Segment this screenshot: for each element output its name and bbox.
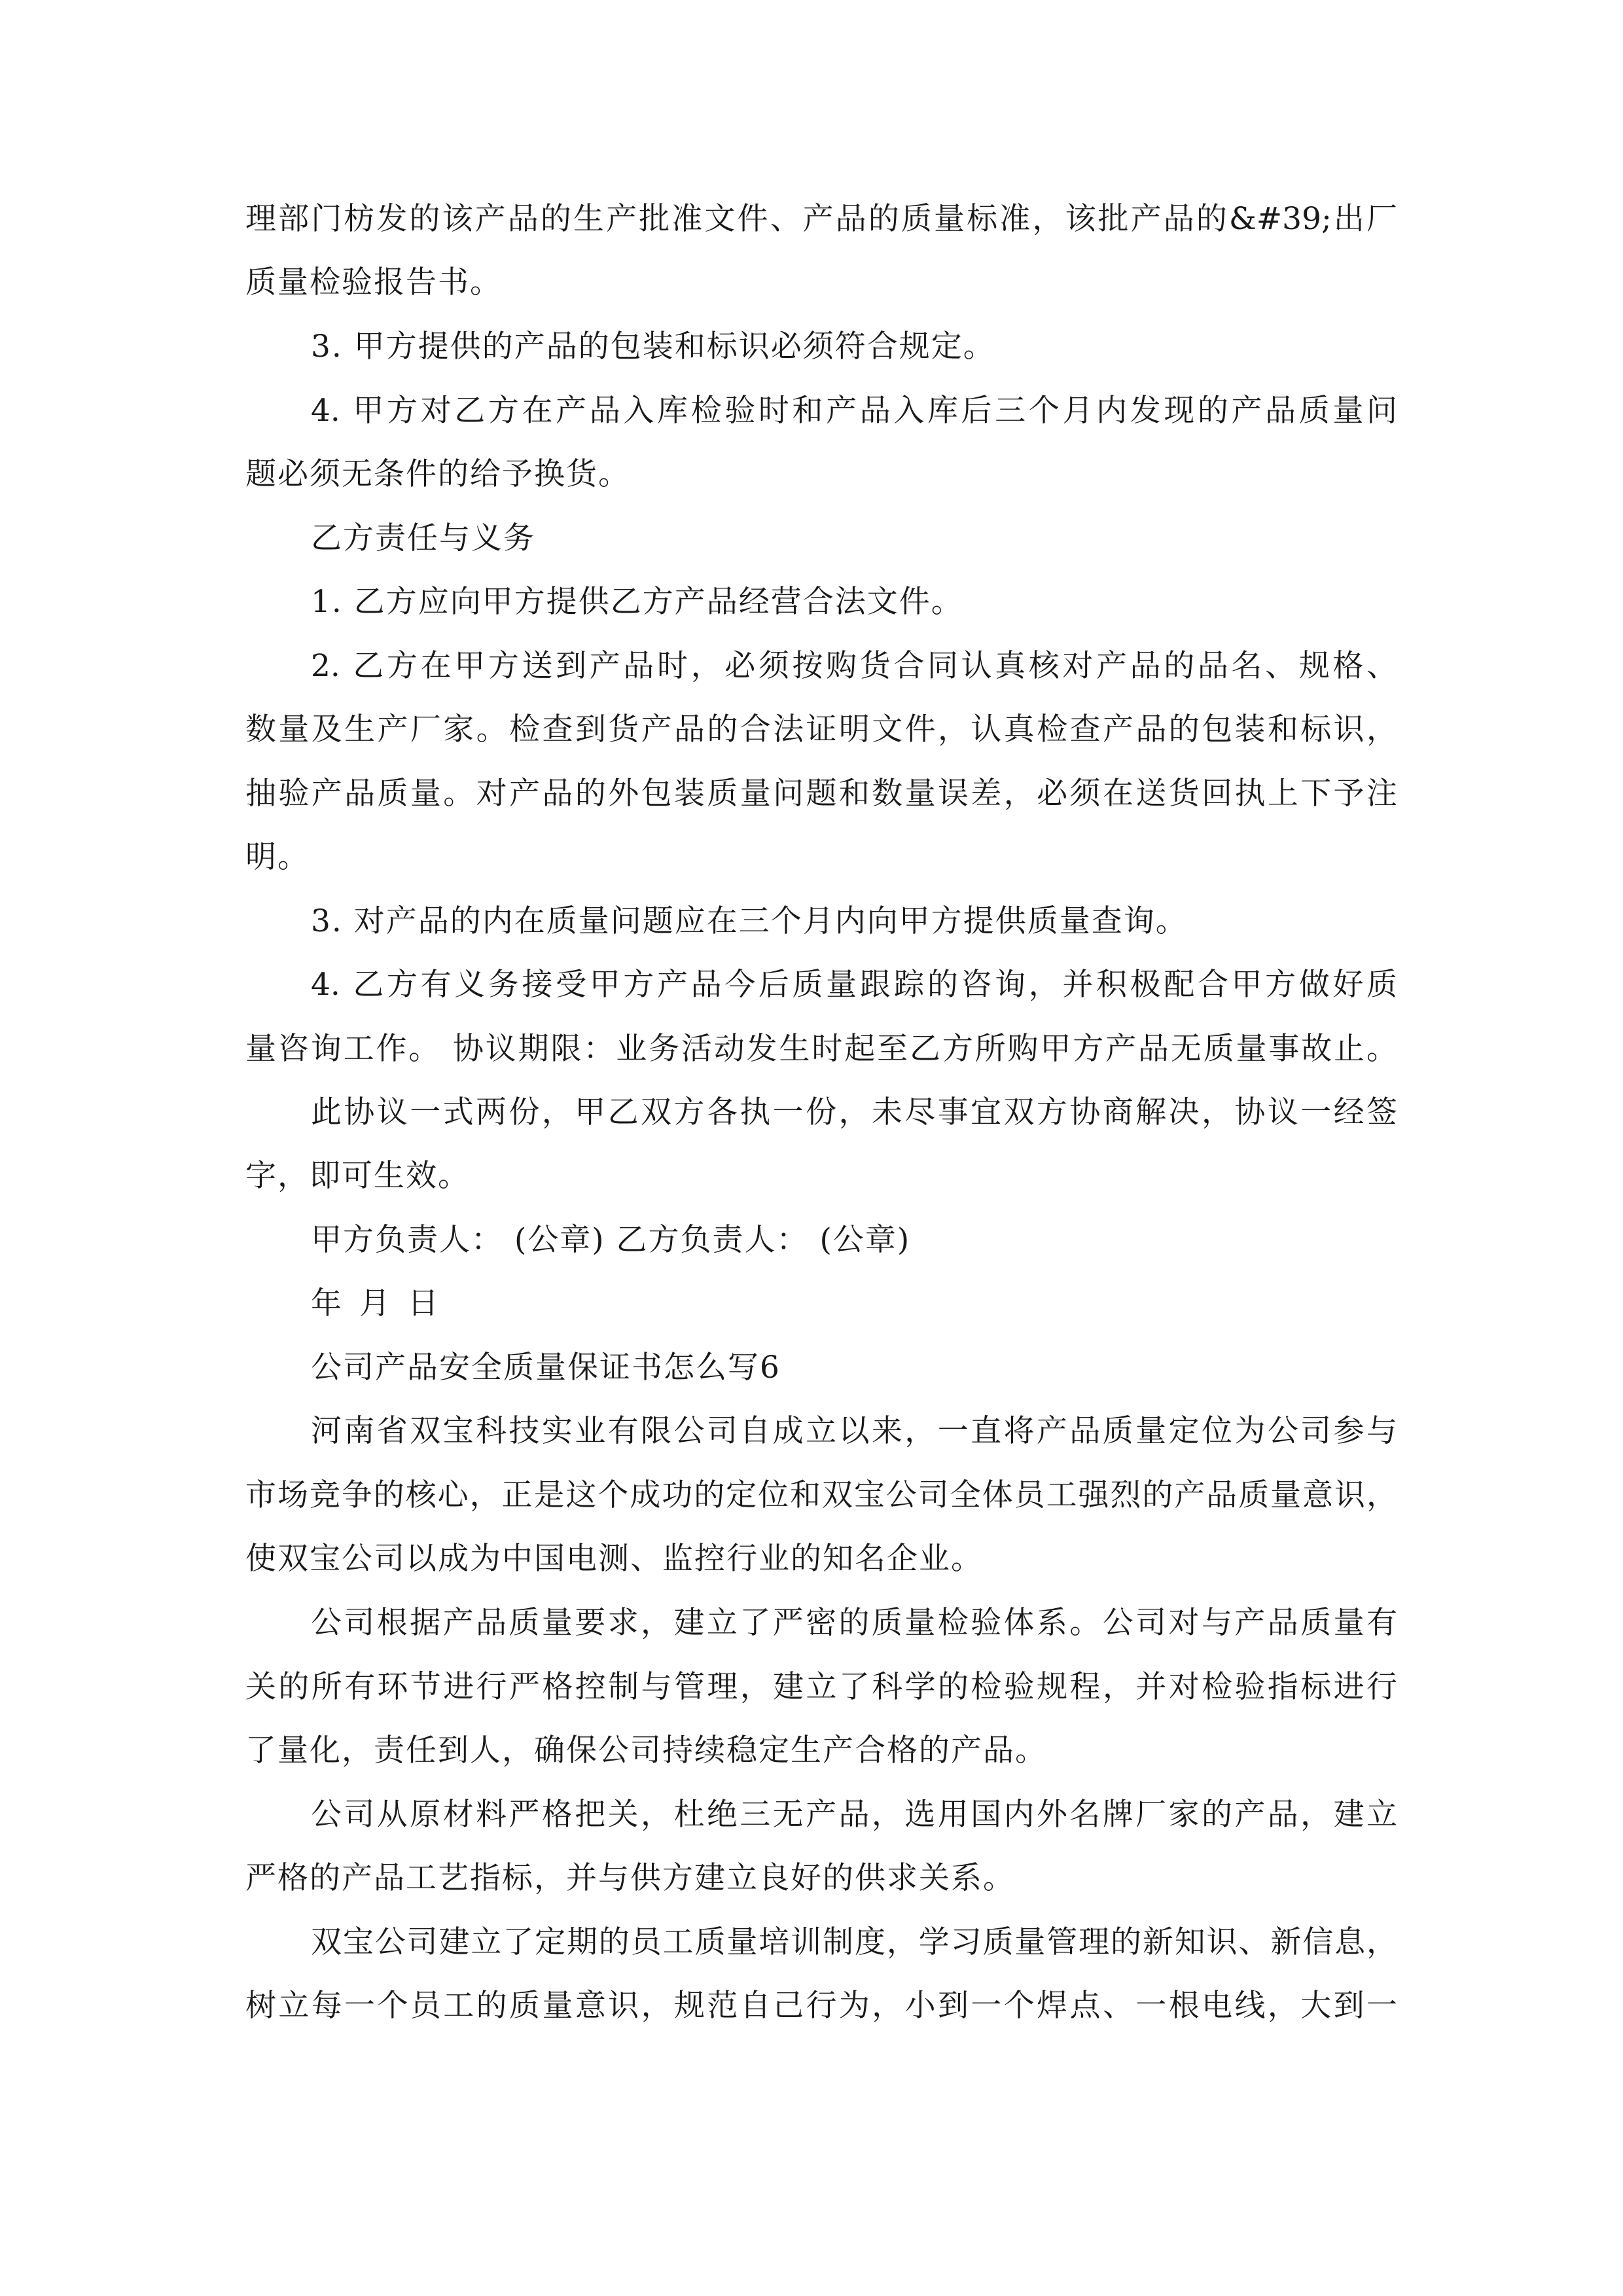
text-line: 使双宝公司以成为中国电测、监控行业的知名企业。 — [245, 1541, 983, 1577]
text-line: 4. 甲方对乙方在产品入库检验时和产品入库后三个月内发现的产品质量问 — [311, 393, 1397, 429]
text-line: 2. 乙方在甲方送到产品时，必须按购货合同认真核对产品的品名、规格、 — [311, 648, 1397, 684]
text-line: 了量化，责任到人，确保公司持续稳定生产合格的产品。 — [245, 1732, 1047, 1768]
text-line: 理部门枋发的该产品的生产批准文件、产品的质量标准，该批产品的&#39;出厂 — [245, 201, 1397, 237]
text-line: 关的所有环节进行严格控制与管理，建立了科学的检验规程，并对检验指标进行 — [245, 1669, 1397, 1705]
text-line: 题必须无条件的给予换货。 — [245, 456, 630, 492]
date-line: 年 月 日 — [311, 1285, 442, 1321]
text-line: 此协议一式两份，甲乙双方各执一份，未尽事宜双方协商解决，协议一经签 — [311, 1094, 1397, 1130]
text-line: 市场竞争的核心，正是这个成功的定位和双宝公司全体员工强烈的产品质量意识， — [245, 1477, 1397, 1513]
signature-line: 甲方负责人： (公章) 乙方负责人： (公章) — [311, 1222, 911, 1258]
text-line: 明。 — [245, 839, 310, 875]
text-line: 质量检验报告书。 — [245, 264, 502, 300]
text-line: 字，即可生效。 — [245, 1158, 470, 1194]
text-line: 河南省双宝科技实业有限公司自成立以来，一直将产品质量定位为公司参与 — [311, 1413, 1397, 1449]
text-line: 4. 乙方有义务接受甲方产品今后质量跟踪的咨询，并积极配合甲方做好质 — [311, 967, 1397, 1003]
text-line: 严格的产品工艺指标，并与供方建立良好的供求关系。 — [245, 1860, 1015, 1896]
text-line: 量咨询工作。 协议期限：业务活动发生时起至乙方所购甲方产品无质量事故止。 — [245, 1031, 1397, 1067]
text-line: 3. 对产品的内在质量问题应在三个月内向甲方提供质量查询。 — [311, 903, 1188, 939]
text-line: 1. 乙方应向甲方提供乙方产品经营合法文件。 — [311, 584, 963, 620]
text-line: 3. 甲方提供的产品的包装和标识必须符合规定。 — [311, 329, 995, 365]
text-line: 抽验产品质量。对产品的外包装质量问题和数量误差，必须在送货回执上下予注 — [245, 776, 1397, 812]
section-heading: 乙方责任与义务 — [311, 520, 535, 556]
section-title: 公司产品安全质量保证书怎么写6 — [311, 1350, 781, 1386]
text-line: 公司根据产品质量要求，建立了严密的质量检验体系。公司对与产品质量有 — [311, 1605, 1397, 1641]
text-line: 数量及生产厂家。检查到货产品的合法证明文件，认真检查产品的包装和标识， — [245, 711, 1397, 747]
text-line: 公司从原材料严格把关，杜绝三无产品，选用国内外名牌厂家的产品，建立 — [311, 1797, 1397, 1833]
text-line: 双宝公司建立了定期的员工质量培训制度，学习质量管理的新知识、新信息， — [311, 1924, 1397, 1960]
text-line: 树立每一个员工的质量意识，规范自己行为，小到一个焊点、一根电线，大到一 — [245, 1988, 1397, 2024]
